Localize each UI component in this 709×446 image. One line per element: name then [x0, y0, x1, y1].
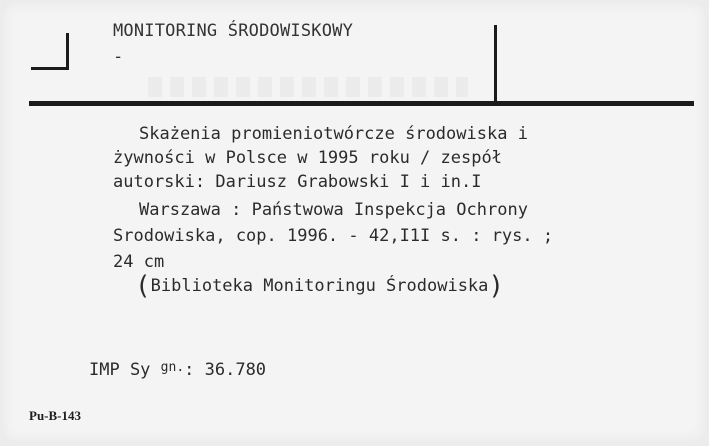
call-number-value: : 36.780 — [184, 360, 267, 380]
publication-line-1: Warszawa : Państwowa Inspekcja Ochrony — [139, 200, 528, 220]
corner-mark-vertical — [66, 33, 69, 70]
series-open-paren: ( — [135, 271, 151, 301]
call-number — [89, 360, 266, 380]
publication-line-2: Srodowiska, cop. 1996. - 42,I1I s. : rys. ; — [113, 226, 554, 246]
call-number-prefix: IMP Sy — [89, 360, 151, 380]
header-rule — [29, 101, 694, 106]
corner-mark-horizontal — [31, 67, 69, 70]
column-divider — [494, 25, 497, 101]
faded-show-through-text — [148, 77, 468, 97]
title-line-1: Skażenia promieniotwórcze środowiska i — [139, 124, 528, 144]
subject-subheading-dash: - — [113, 47, 124, 67]
catalog-card — [3, 3, 705, 441]
catalog-code: Pu-B-143 — [29, 408, 81, 423]
series-statement — [135, 271, 504, 301]
title-line-2: żywności w Polsce w 1995 roku / zespół — [113, 148, 502, 168]
publication-line-3: 24 cm — [113, 252, 165, 272]
title-line-3: autorski: Dariusz Grabowski I i in.I — [113, 172, 482, 192]
series-close-paren: ) — [488, 271, 505, 301]
subject-heading: MONITORING ŚRODOWISKOWY — [113, 21, 354, 41]
series-title: Biblioteka Monitoringu Środowiska — [150, 276, 489, 296]
call-number-superscript: gn. — [160, 360, 185, 375]
